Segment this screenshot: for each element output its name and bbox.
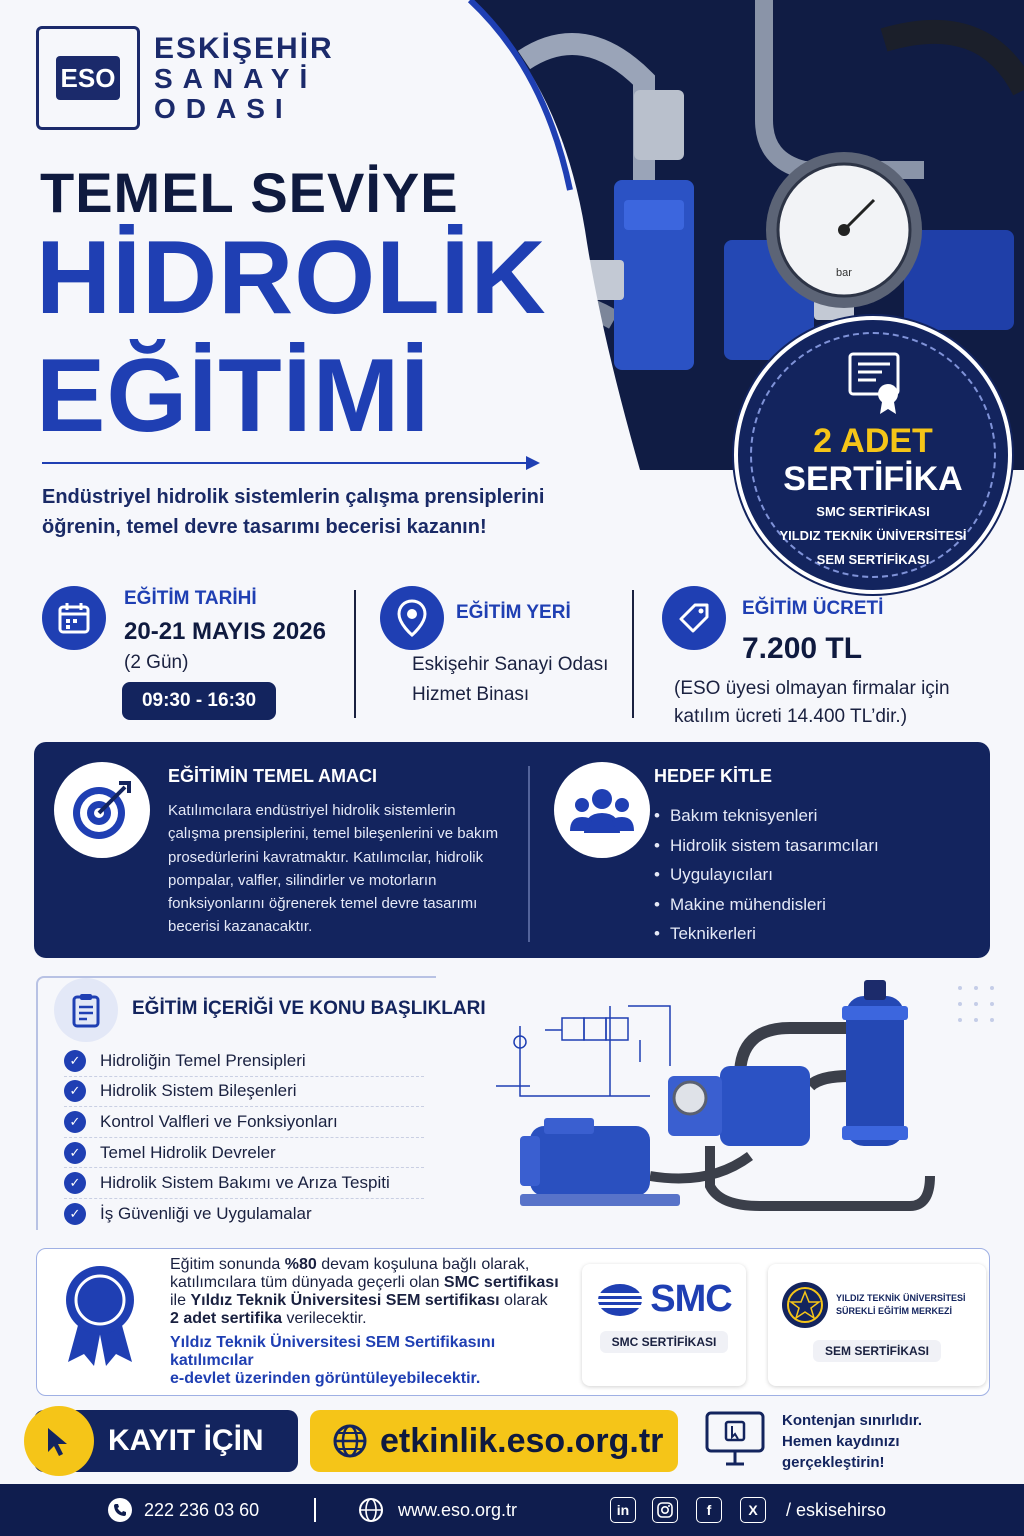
fee-label: EĞİTİM ÜCRETİ — [742, 598, 884, 619]
web-globe-icon — [358, 1497, 384, 1523]
check-icon: ✓ — [64, 1203, 86, 1225]
location-pin-icon — [380, 586, 444, 650]
place-line2: Hizmet Binası — [412, 684, 530, 705]
ytu-logo-card — [768, 1264, 986, 1386]
info-divider — [354, 590, 356, 718]
content-item: ✓ Hidrolik Sistem Bileşenleri — [64, 1077, 424, 1108]
x-twitter-icon[interactable]: X — [740, 1497, 766, 1523]
calendar-icon — [42, 586, 106, 650]
panel-divider — [528, 766, 530, 942]
time-badge: 09:30 - 16:30 — [122, 682, 276, 720]
cert-note-line2: e-devlet üzerinden görüntüleyebilecektir. — [170, 1370, 481, 1387]
certificate-icon — [846, 350, 906, 421]
title-main-line1: HİDROLİK — [36, 220, 547, 336]
content-item: ✓ Kontrol Valfleri ve Fonksiyonları — [64, 1107, 424, 1138]
register-button[interactable] — [34, 1410, 298, 1472]
eso-logo — [36, 26, 334, 130]
registration-link[interactable] — [310, 1410, 678, 1472]
fee-note-line1: (ESO üyesi olmayan firmalar için — [674, 678, 950, 699]
content-item: ✓ Hidrolik Sistem Bakımı ve Arıza Tespiti — [64, 1168, 424, 1199]
cert-text-line4: 2 adet sertifika verilecektir. — [170, 1310, 367, 1327]
date-days: (2 Gün) — [124, 652, 189, 673]
footer-website[interactable]: www.eso.org.tr — [398, 1500, 518, 1520]
org-name-line2: SANAYİ — [154, 63, 318, 95]
check-icon: ✓ — [64, 1142, 86, 1164]
fee-value: 7.200 TL — [742, 632, 863, 665]
badge-line1: SMC SERTİFİKASI — [816, 504, 930, 519]
place-line1: Eskişehir Sanayi Odası — [412, 654, 609, 675]
audience-item: • Teknikerleri — [654, 919, 974, 949]
smc-logo: SMC — [582, 1278, 746, 1321]
cursor-icon — [24, 1406, 94, 1476]
award-ribbon-icon — [58, 1262, 142, 1371]
title-main-line2: EĞİTİMİ — [36, 338, 431, 454]
hydraulic-system-illustration — [490, 976, 1010, 1231]
check-icon: ✓ — [64, 1111, 86, 1133]
footer — [0, 1484, 1024, 1536]
badge-line2: YILDIZ TEKNİK ÜNİVERSİTESİ — [779, 528, 967, 543]
eso-logo-text: ESO — [56, 56, 120, 100]
cert-text-line2: katılımcılara tüm dünyada geçerli olan SMC sertifikası — [170, 1274, 559, 1291]
linkedin-icon[interactable]: in — [610, 1497, 636, 1523]
gauge-label: bar — [836, 267, 852, 279]
content-item: ✓ Hidroliğin Temel Prensipleri — [64, 1046, 424, 1077]
badge-line3: SEM SERTİFİKASI — [816, 552, 930, 567]
footer-phone[interactable]: 222 236 03 60 — [144, 1500, 260, 1520]
globe-icon — [332, 1423, 368, 1459]
audience-title: HEDEF KİTLE — [654, 766, 773, 786]
phone-icon — [108, 1498, 132, 1522]
cert-text-line1: Eğitim sonunda %80 devam koşuluna bağlı olarak, — [170, 1256, 530, 1273]
contents-title: EĞİTİM İÇERİĞİ VE KONU BAŞLIKLARI — [132, 998, 486, 1019]
audience-item: • Makine mühendisleri — [654, 890, 974, 920]
place-label: EĞİTİM YERİ — [456, 602, 571, 623]
clipboard-icon — [54, 978, 118, 1042]
people-icon — [554, 762, 650, 858]
cert-note-line1: Yıldız Teknik Üniversitesi SEM Sertifikasını katılımcılar — [170, 1334, 496, 1369]
registration-url: etkinlik.eso.org.tr — [380, 1421, 664, 1460]
fee-note-line2: katılım ücreti 14.400 TL’dir.) — [674, 706, 908, 727]
date-value: 20-21 MAYIS 2026 — [124, 618, 326, 645]
subtitle: Endüstriyel hidrolik sistemlerin çalışma prensiplerini öğrenin, temel devre tasarımı becerisi kazanın! — [42, 486, 545, 538]
facebook-icon[interactable]: f — [696, 1497, 722, 1523]
date-label: EĞİTİM TARİHİ — [124, 588, 257, 609]
audience-item: • Hidrolik sistem tasarımcıları — [654, 831, 974, 861]
arrow-head-icon — [526, 456, 540, 470]
purpose-title: EĞİTİMİN TEMEL AMACI — [168, 766, 377, 786]
audience-item: • Bakım teknisyenleri — [654, 801, 974, 831]
content-item: ✓ Temel Hidrolik Devreler — [64, 1138, 424, 1169]
badge-count: 2 ADET — [813, 422, 933, 460]
ytu-logo: YILDIZ TEKNİK ÜNİVERSİTESİ SÜREKLİ EĞİTİM MERKEZİ — [780, 1280, 986, 1330]
check-icon: ✓ — [64, 1172, 86, 1194]
sem-label: SEM SERTİFİKASI — [813, 1340, 941, 1362]
footer-handle: / eskisehirso — [786, 1500, 887, 1520]
badge-label: SERTİFİKA — [783, 460, 963, 498]
quota-note: Kontenjan sınırlıdır. Hemen kaydınızı gerçekleştirin! — [782, 1412, 923, 1471]
check-icon: ✓ — [64, 1080, 86, 1102]
org-name-line1: ESKİŞEHİR — [154, 31, 334, 65]
instagram-icon[interactable] — [652, 1497, 678, 1523]
divider-arrow — [42, 462, 538, 464]
monitor-icon — [704, 1410, 766, 1473]
info-divider — [632, 590, 634, 718]
register-label: KAYIT İÇİN — [108, 1424, 264, 1457]
target-icon — [54, 762, 150, 858]
content-item: ✓ İş Güvenliği ve Uygulamalar — [64, 1199, 424, 1230]
price-tag-icon — [662, 586, 726, 650]
audience-item: • Uygulayıcıları — [654, 860, 974, 890]
cert-text-line3: ile Yıldız Teknik Üniversitesi SEM sertifikası olarak — [170, 1292, 548, 1309]
certificate-badge — [734, 316, 1012, 594]
title-level: TEMEL SEVİYE — [40, 161, 459, 224]
purpose-text: Katılımcılara endüstriyel hidrolik sistemlerin çalışma prensiplerini, temel bileşenlerini ve bakım prosedürlerini kavratmaktır. Katılımcılar, hidrolik pompalar, valfler, silindirler ve motorların fonksiyonlarını öğrenerek temel devre tasarımı becerisi kazanacaktır. — [168, 802, 499, 936]
org-name-line3: ODASI — [154, 92, 293, 124]
eso-logo-mark — [36, 26, 140, 130]
check-icon: ✓ — [64, 1050, 86, 1072]
smc-label: SMC SERTİFİKASI — [600, 1331, 729, 1353]
smc-logo-card — [582, 1264, 746, 1386]
